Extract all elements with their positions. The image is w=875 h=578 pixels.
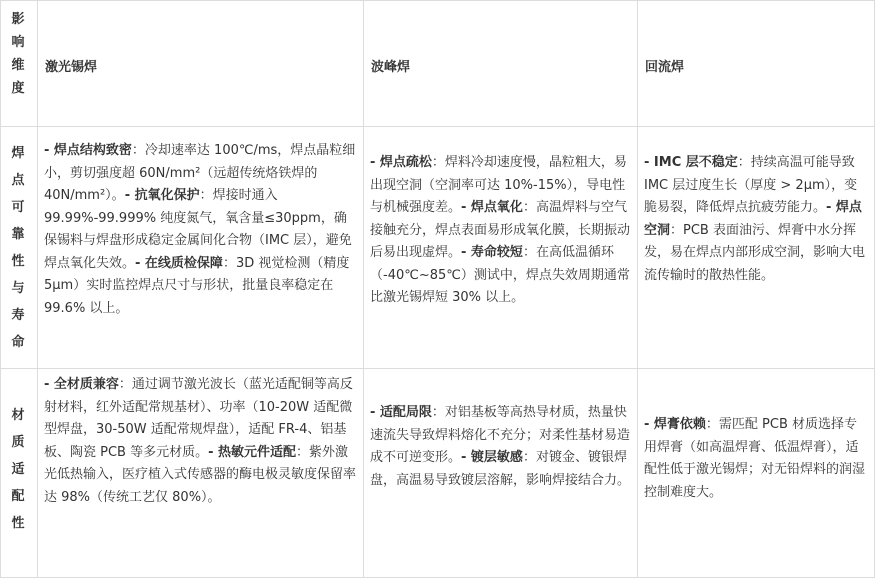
header-dimension: 影响维度 [11,12,25,96]
point-title: - 在线质检保障 [135,255,223,271]
point-text: ：对镀金、镀银焊盘，高温易导致镀层溶解，影响焊接结合力。 [370,450,631,488]
row-dimension-material: 材质适配性 [11,408,25,531]
cell-laser-reliability [44,140,358,320]
column-divider [637,0,638,578]
row-divider [0,368,875,369]
column-divider [363,0,364,578]
point-text: ：持续高温可能导致 IMC 层过度生长（厚度 > 2μm），变脆易裂，降低焊点抗疲劳能力。 [644,155,858,215]
row-divider [0,126,875,127]
table-border-left [0,0,1,578]
point-title: - 镀层敏感 [461,450,523,465]
point-title: - 全材质兼容 [44,377,119,392]
point-text: ：焊接时通入 99.99%-99.999% 纯度氮气，氧含量≤30ppm，确保锡料与焊盘形成稳定金属间化合物（IMC 层），避免焊点氧化失效。 [44,188,352,271]
table-border-top [0,0,875,1]
point-text: ：在高低温循环（-40℃~85℃）测试中，焊点失效周期通常比激光锡焊短 30% 以上。 [370,245,630,305]
point-text: ：PCB 表面油污、焊膏中水分挥发，易在焊点内部形成空洞，影响大电流传输时的散热性能。 [644,222,866,283]
header-laser-soldering: 激光锡焊 [45,60,98,75]
header-row [0,0,875,126]
point-text: ：3D 视觉检测（精度 5μm）实时监控焊点尺寸与形状，批量良率稳定在 99.6% 以上。 [44,255,350,316]
point-title: - 焊点疏松 [370,155,432,170]
point-text: ：对铝基板等高热导材质，热量快速流失导致焊料熔化不充分；对柔性基材易造成不可逆变形。 [370,405,631,465]
point-text: ：需匹配 PCB 材质选择专用焊膏（如高温焊膏、低温焊膏），适配性低于激光锡焊；对无铅焊料的润湿控制难度大。 [644,417,866,500]
header-wave-soldering: 波峰焊 [371,60,411,75]
row-dimension-reliability: 焊点可靠性与寿命 [11,146,25,350]
point-title: - 热敏元件适配 [208,444,297,460]
column-divider [37,0,38,578]
cell-reflow-material [644,414,866,504]
cell-wave-reliability [370,152,632,310]
cell-reflow-reliability [644,152,866,287]
point-title: - 适配局限 [370,405,432,420]
point-text: ：通过调节激光波长（蓝光适配铜等高反射材料，红外适配常规基材）、功率（10-20W 适配微型焊盘，30-50W 适配常规焊盘），适配 FR-4、铝基板、陶瓷 PCB 等多元材质。 [44,377,353,460]
point-title: - 焊点结构致密 [44,143,132,158]
point-text: ：紫外激光低热输入，医疗植入式传感器的酶电极灵敏度保留率达 98%（传统工艺仅 80%）。 [44,444,357,505]
point-title: - 焊点空洞 [644,200,862,238]
point-title: - 抗氧化保护 [124,188,200,203]
header-reflow-soldering: 回流焊 [645,60,685,75]
point-text: ：焊料冷却速度慢，晶粒粗大，易出现空洞（空洞率可达 10%-15%），导电性与机械强度差。 [370,155,627,215]
point-title: - 焊膏依赖 [644,417,706,432]
point-title: - 寿命较短 [461,245,523,260]
point-title: - IMC 层不稳定 [644,155,738,170]
cell-laser-material [44,374,358,509]
point-title: - 焊点氧化 [461,200,523,215]
cell-wave-material [370,402,632,492]
point-text: ：高温焊料与空气接触充分，焊点表面易形成氧化膜，长期振动后易出现虚焊。 [370,200,631,260]
point-text: ：冷却速率达 100℃/ms，焊点晶粒细小，剪切强度超 60N/mm²（远超传统烙铁焊的 40N/mm²）。 [44,143,356,203]
